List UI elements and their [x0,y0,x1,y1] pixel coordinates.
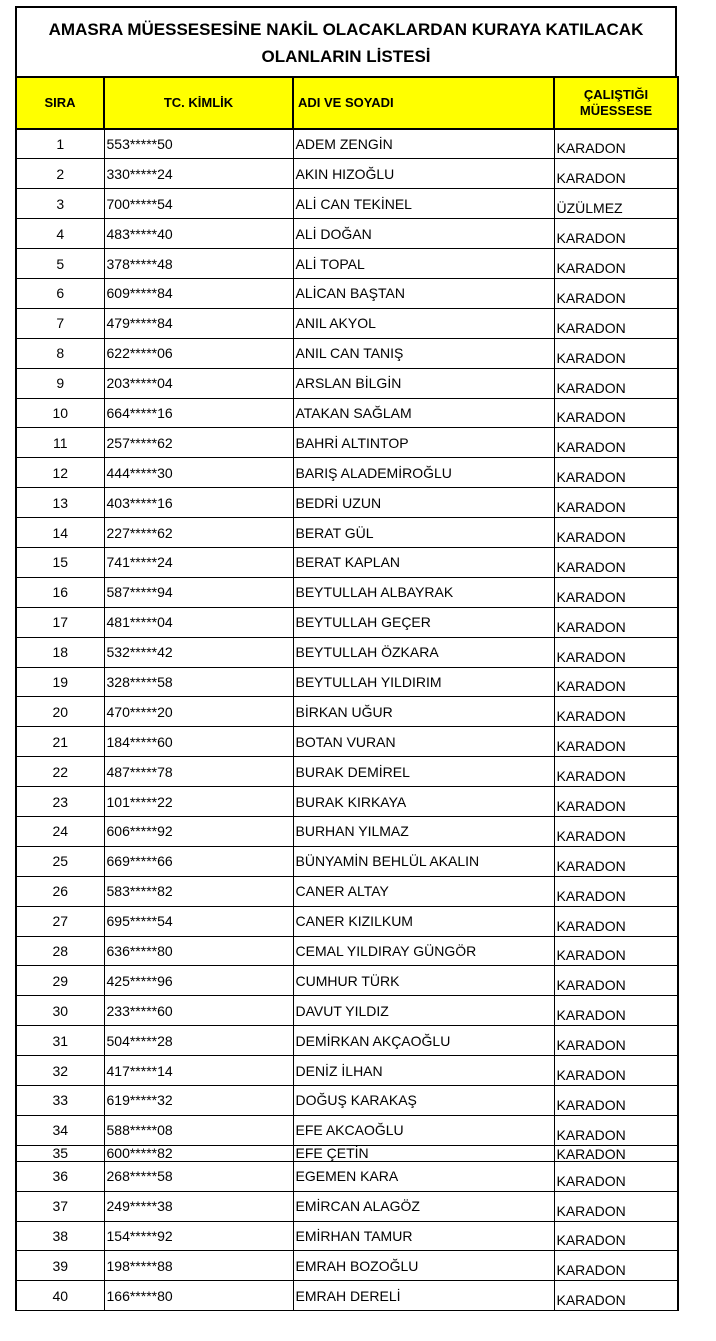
row-sira: 28 [16,936,104,966]
table-row [16,1281,678,1311]
row-tc-kimlik: 184*****60 [104,727,293,757]
row-muessese: KARADON [554,1161,678,1191]
table-row [16,727,678,757]
row-sira: 6 [16,278,104,308]
row-sira: 15 [16,547,104,577]
row-adi-soyadi: BERAT KAPLAN [293,547,554,577]
row-sira: 11 [16,428,104,458]
row-tc-kimlik: 328*****58 [104,667,293,697]
row-adi-soyadi: DEMİRKAN AKÇAOĞLU [293,1026,554,1056]
table-row [16,1191,678,1221]
row-muessese: KARADON [554,936,678,966]
row-tc-kimlik: 444*****30 [104,458,293,488]
row-muessese: KARADON [554,846,678,876]
row-adi-soyadi: BERAT GÜL [293,518,554,548]
row-tc-kimlik: 378*****48 [104,249,293,279]
table-row [16,458,678,488]
header-adi-soyadi: ADI VE SOYADI [293,77,554,129]
row-sira: 25 [16,846,104,876]
table-row [16,488,678,518]
table-row [16,816,678,846]
row-muessese: KARADON [554,1145,678,1161]
table-row [16,577,678,607]
row-tc-kimlik: 609*****84 [104,278,293,308]
row-sira: 31 [16,1026,104,1056]
table-header-row [16,77,678,129]
row-tc-kimlik: 403*****16 [104,488,293,518]
header-sira: SIRA [16,77,104,129]
row-tc-kimlik: 330*****24 [104,159,293,189]
table-row [16,368,678,398]
row-adi-soyadi: BARIŞ ALADEMİROĞLU [293,458,554,488]
row-adi-soyadi: EMİRHAN TAMUR [293,1221,554,1251]
row-sira: 3 [16,189,104,219]
row-muessese: KARADON [554,398,678,428]
row-muessese: KARADON [554,518,678,548]
table-row [16,159,678,189]
row-tc-kimlik: 553*****50 [104,129,293,159]
row-muessese: KARADON [554,308,678,338]
row-adi-soyadi: ALİ CAN TEKİNEL [293,189,554,219]
document-sheet [15,6,677,1311]
row-muessese: KARADON [554,637,678,667]
table-row [16,906,678,936]
row-adi-soyadi: ATAKAN SAĞLAM [293,398,554,428]
table-row [16,1145,678,1161]
row-tc-kimlik: 600*****82 [104,1145,293,1161]
table-row [16,607,678,637]
row-adi-soyadi: BURAK KIRKAYA [293,787,554,817]
row-tc-kimlik: 470*****20 [104,697,293,727]
row-muessese: KARADON [554,1191,678,1221]
row-muessese: KARADON [554,1281,678,1311]
row-adi-soyadi: BURAK DEMİREL [293,757,554,787]
row-sira: 2 [16,159,104,189]
row-tc-kimlik: 233*****60 [104,996,293,1026]
header-muessese-line1: ÇALIŞTIĞI [583,87,649,102]
candidate-table [15,76,679,1311]
row-adi-soyadi: BÜNYAMİN BEHLÜL AKALIN [293,846,554,876]
row-sira: 33 [16,1086,104,1116]
row-tc-kimlik: 532*****42 [104,637,293,667]
table-body [16,129,678,1311]
row-sira: 9 [16,368,104,398]
row-sira: 23 [16,787,104,817]
table-row [16,1161,678,1191]
row-sira: 10 [16,398,104,428]
table-row [16,428,678,458]
row-tc-kimlik: 479*****84 [104,308,293,338]
row-adi-soyadi: ALİ TOPAL [293,249,554,279]
row-tc-kimlik: 227*****62 [104,518,293,548]
header-calistigi-muessese [554,77,678,129]
row-adi-soyadi: DAVUT YILDIZ [293,996,554,1026]
document-title: AMASRA MÜESSESESİNE NAKİL OLACAKLARDAN KURAYA KATILACAK OLANLARIN LİSTESİ [15,6,677,76]
row-adi-soyadi: EMRAH BOZOĞLU [293,1251,554,1281]
row-muessese: KARADON [554,219,678,249]
row-sira: 5 [16,249,104,279]
row-tc-kimlik: 606*****92 [104,816,293,846]
row-sira: 24 [16,816,104,846]
row-muessese: KARADON [554,1026,678,1056]
row-adi-soyadi: ADEM ZENGİN [293,129,554,159]
row-sira: 17 [16,607,104,637]
row-adi-soyadi: CANER ALTAY [293,876,554,906]
table-row [16,1251,678,1281]
row-sira: 1 [16,129,104,159]
row-adi-soyadi: BOTAN VURAN [293,727,554,757]
row-muessese: KARADON [554,1056,678,1086]
row-sira: 16 [16,577,104,607]
table-row [16,757,678,787]
row-adi-soyadi: ARSLAN BİLGİN [293,368,554,398]
row-sira: 22 [16,757,104,787]
table-row [16,846,678,876]
row-adi-soyadi: EMRAH DERELİ [293,1281,554,1311]
table-row [16,876,678,906]
row-tc-kimlik: 481*****04 [104,607,293,637]
row-sira: 30 [16,996,104,1026]
row-muessese: KARADON [554,577,678,607]
row-sira: 14 [16,518,104,548]
table-row [16,308,678,338]
row-tc-kimlik: 154*****92 [104,1221,293,1251]
row-muessese: KARADON [554,488,678,518]
row-muessese: KARADON [554,607,678,637]
row-adi-soyadi: EMİRCAN ALAGÖZ [293,1191,554,1221]
row-tc-kimlik: 198*****88 [104,1251,293,1281]
row-sira: 38 [16,1221,104,1251]
table-row [16,338,678,368]
row-muessese: KARADON [554,906,678,936]
row-sira: 12 [16,458,104,488]
row-muessese: KARADON [554,996,678,1026]
row-adi-soyadi: BİRKAN UĞUR [293,697,554,727]
row-muessese: KARADON [554,966,678,996]
table-row [16,697,678,727]
table-row [16,1086,678,1116]
row-muessese: KARADON [554,876,678,906]
row-adi-soyadi: CANER KIZILKUM [293,906,554,936]
row-adi-soyadi: EGEMEN KARA [293,1161,554,1191]
row-sira: 36 [16,1161,104,1191]
row-sira: 21 [16,727,104,757]
row-adi-soyadi: EFE ÇETİN [293,1145,554,1161]
row-sira: 26 [16,876,104,906]
table-row [16,129,678,159]
row-sira: 39 [16,1251,104,1281]
row-tc-kimlik: 588*****08 [104,1115,293,1145]
row-sira: 8 [16,338,104,368]
row-muessese: KARADON [554,428,678,458]
row-muessese: KARADON [554,129,678,159]
row-sira: 18 [16,637,104,667]
table-row [16,1056,678,1086]
row-sira: 13 [16,488,104,518]
row-tc-kimlik: 504*****28 [104,1026,293,1056]
table-row [16,936,678,966]
row-tc-kimlik: 619*****32 [104,1086,293,1116]
row-muessese: KARADON [554,1086,678,1116]
row-muessese: KARADON [554,278,678,308]
row-muessese: KARADON [554,1251,678,1281]
row-adi-soyadi: ALİ DOĞAN [293,219,554,249]
row-tc-kimlik: 203*****04 [104,368,293,398]
row-sira: 19 [16,667,104,697]
row-muessese: KARADON [554,1115,678,1145]
row-tc-kimlik: 669*****66 [104,846,293,876]
row-adi-soyadi: BURHAN YILMAZ [293,816,554,846]
table-row [16,278,678,308]
row-muessese: KARADON [554,697,678,727]
table-row [16,518,678,548]
row-adi-soyadi: BEYTULLAH ÖZKARA [293,637,554,667]
row-adi-soyadi: BEYTULLAH GEÇER [293,607,554,637]
row-tc-kimlik: 664*****16 [104,398,293,428]
row-sira: 37 [16,1191,104,1221]
header-muessese-line2: MÜESSESE [579,103,653,118]
row-tc-kimlik: 166*****80 [104,1281,293,1311]
row-tc-kimlik: 695*****54 [104,906,293,936]
table-row [16,249,678,279]
row-adi-soyadi: BEYTULLAH ALBAYRAK [293,577,554,607]
table-row [16,189,678,219]
row-sira: 29 [16,966,104,996]
row-muessese: KARADON [554,159,678,189]
table-row [16,547,678,577]
row-adi-soyadi: DENİZ İLHAN [293,1056,554,1086]
row-adi-soyadi: DOĞUŞ KARAKAŞ [293,1086,554,1116]
row-adi-soyadi: ANIL CAN TANIŞ [293,338,554,368]
row-adi-soyadi: BEYTULLAH YILDIRIM [293,667,554,697]
row-adi-soyadi: CUMHUR TÜRK [293,966,554,996]
row-muessese: KARADON [554,458,678,488]
row-adi-soyadi: CEMAL YILDIRAY GÜNGÖR [293,936,554,966]
row-tc-kimlik: 700*****54 [104,189,293,219]
row-tc-kimlik: 483*****40 [104,219,293,249]
table-row [16,1026,678,1056]
table-row [16,398,678,428]
row-adi-soyadi: ANIL AKYOL [293,308,554,338]
row-tc-kimlik: 101*****22 [104,787,293,817]
row-muessese: KARADON [554,757,678,787]
header-tc-kimlik: TC. KİMLİK [104,77,293,129]
row-tc-kimlik: 583*****82 [104,876,293,906]
row-adi-soyadi: EFE AKCAOĞLU [293,1115,554,1145]
row-tc-kimlik: 257*****62 [104,428,293,458]
table-row [16,787,678,817]
table-row [16,1221,678,1251]
row-tc-kimlik: 622*****06 [104,338,293,368]
row-muessese: KARADON [554,667,678,697]
row-muessese: KARADON [554,547,678,577]
row-sira: 4 [16,219,104,249]
table-row [16,1115,678,1145]
row-tc-kimlik: 249*****38 [104,1191,293,1221]
row-muessese: KARADON [554,787,678,817]
row-muessese: KARADON [554,727,678,757]
row-muessese: KARADON [554,249,678,279]
row-sira: 7 [16,308,104,338]
row-sira: 34 [16,1115,104,1145]
table-row [16,637,678,667]
row-muessese: ÜZÜLMEZ [554,189,678,219]
row-tc-kimlik: 741*****24 [104,547,293,577]
row-tc-kimlik: 417*****14 [104,1056,293,1086]
row-sira: 20 [16,697,104,727]
row-tc-kimlik: 425*****96 [104,966,293,996]
table-row [16,667,678,697]
table-row [16,966,678,996]
row-adi-soyadi: AKIN HIZOĞLU [293,159,554,189]
row-tc-kimlik: 268*****58 [104,1161,293,1191]
row-sira: 27 [16,906,104,936]
row-adi-soyadi: ALİCAN BAŞTAN [293,278,554,308]
row-muessese: KARADON [554,368,678,398]
table-row [16,996,678,1026]
row-muessese: KARADON [554,816,678,846]
row-muessese: KARADON [554,1221,678,1251]
table-row [16,219,678,249]
row-sira: 35 [16,1145,104,1161]
row-sira: 32 [16,1056,104,1086]
row-tc-kimlik: 487*****78 [104,757,293,787]
row-adi-soyadi: BAHRİ ALTINTOP [293,428,554,458]
row-adi-soyadi: BEDRİ UZUN [293,488,554,518]
row-tc-kimlik: 636*****80 [104,936,293,966]
row-sira: 40 [16,1281,104,1311]
row-tc-kimlik: 587*****94 [104,577,293,607]
row-muessese: KARADON [554,338,678,368]
